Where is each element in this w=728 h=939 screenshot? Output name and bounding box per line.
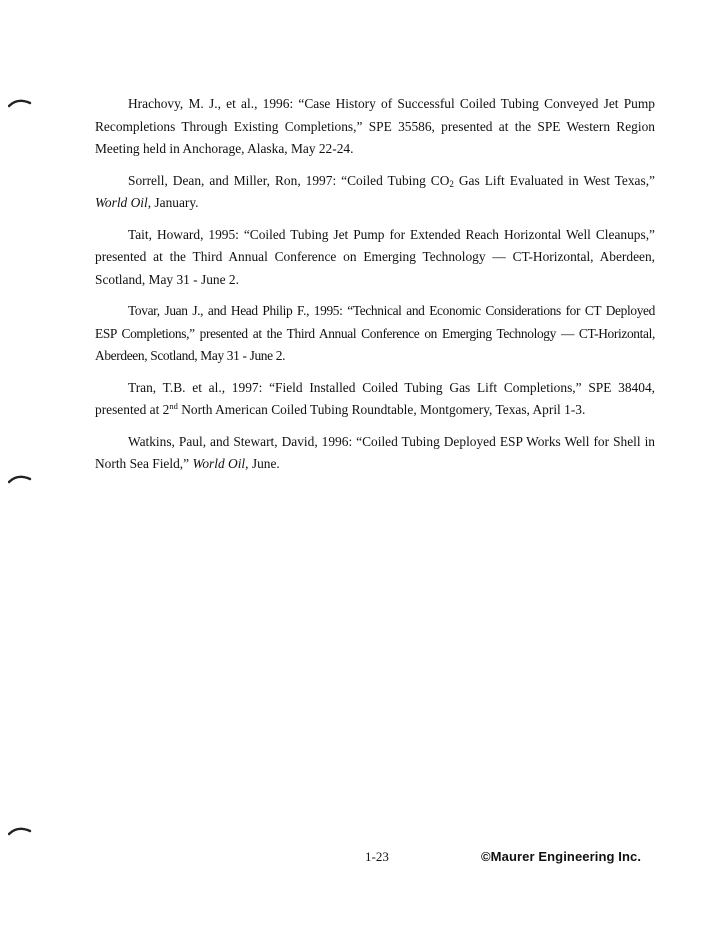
subscript-2: 2 [449, 178, 454, 189]
reference-watkins [95, 431, 655, 476]
reference-text: Sorrell, Dean, and Miller, Ron, 1997: “Coiled Tubing CO [128, 172, 450, 188]
journal-title: World Oil [192, 456, 246, 471]
page-number: 1-23 [365, 849, 389, 864]
ordinal-superscript: nd [169, 401, 178, 411]
copyright-notice: ©Maurer Engineering Inc. [481, 849, 642, 864]
binder-hole-mark-middle [8, 474, 32, 484]
reference-text: , June. [245, 456, 280, 471]
reference-tovar [95, 300, 655, 368]
reference-tait [95, 224, 655, 292]
reference-text: Gas Lift Evaluated in West Texas,” [453, 172, 655, 188]
reference-text: , January. [147, 195, 199, 210]
reference-text: Hrachovy, M. J., et al., 1996: “Case History of Successful Coiled Tubing Conveyed Jet Pump Recompletions Through Existing Completions,” SPE 35586, presented at the SPE Western Region Meeting held in Anchorage, Alaska, May 22-24. [95, 96, 655, 156]
reference-sorrell [95, 170, 655, 215]
journal-title: World Oil [95, 195, 148, 210]
reference-tran [95, 377, 655, 422]
reference-text: Tran, T.B. et al., 1997: “Field Installed Coiled Tubing Gas Lift Completions,” SPE 38404, presented at 2 [95, 379, 655, 417]
reference-text: Watkins, Paul, and Stewart, David, 1996: “Coiled Tubing Deployed ESP Works Well for Shell in North Sea Field,” [95, 433, 655, 471]
binder-hole-mark-top [8, 98, 32, 108]
reference-text: North American Coiled Tubing Roundtable, Montgomery, Texas, April 1-3. [177, 402, 586, 417]
reference-hrachovy [95, 93, 655, 161]
reference-text: Tovar, Juan J., and Head Philip F., 1995: “Technical and Economic Considerations for CT Deployed ESP Completions,” presented at the Third Annual Conference on Emerging Technology — CT-Horizontal, Aberdeen, Scotland, May 31 - June 2. [95, 303, 655, 363]
binder-hole-mark-bottom [8, 826, 32, 836]
reference-list [95, 93, 655, 485]
reference-text: Tait, Howard, 1995: “Coiled Tubing Jet Pump for Extended Reach Horizontal Well Cleanups,” presented at the Third Annual Conference on Emerging Technology — CT-Horizontal, Aberdeen, Scotland, May 31 - June 2. [95, 226, 655, 287]
